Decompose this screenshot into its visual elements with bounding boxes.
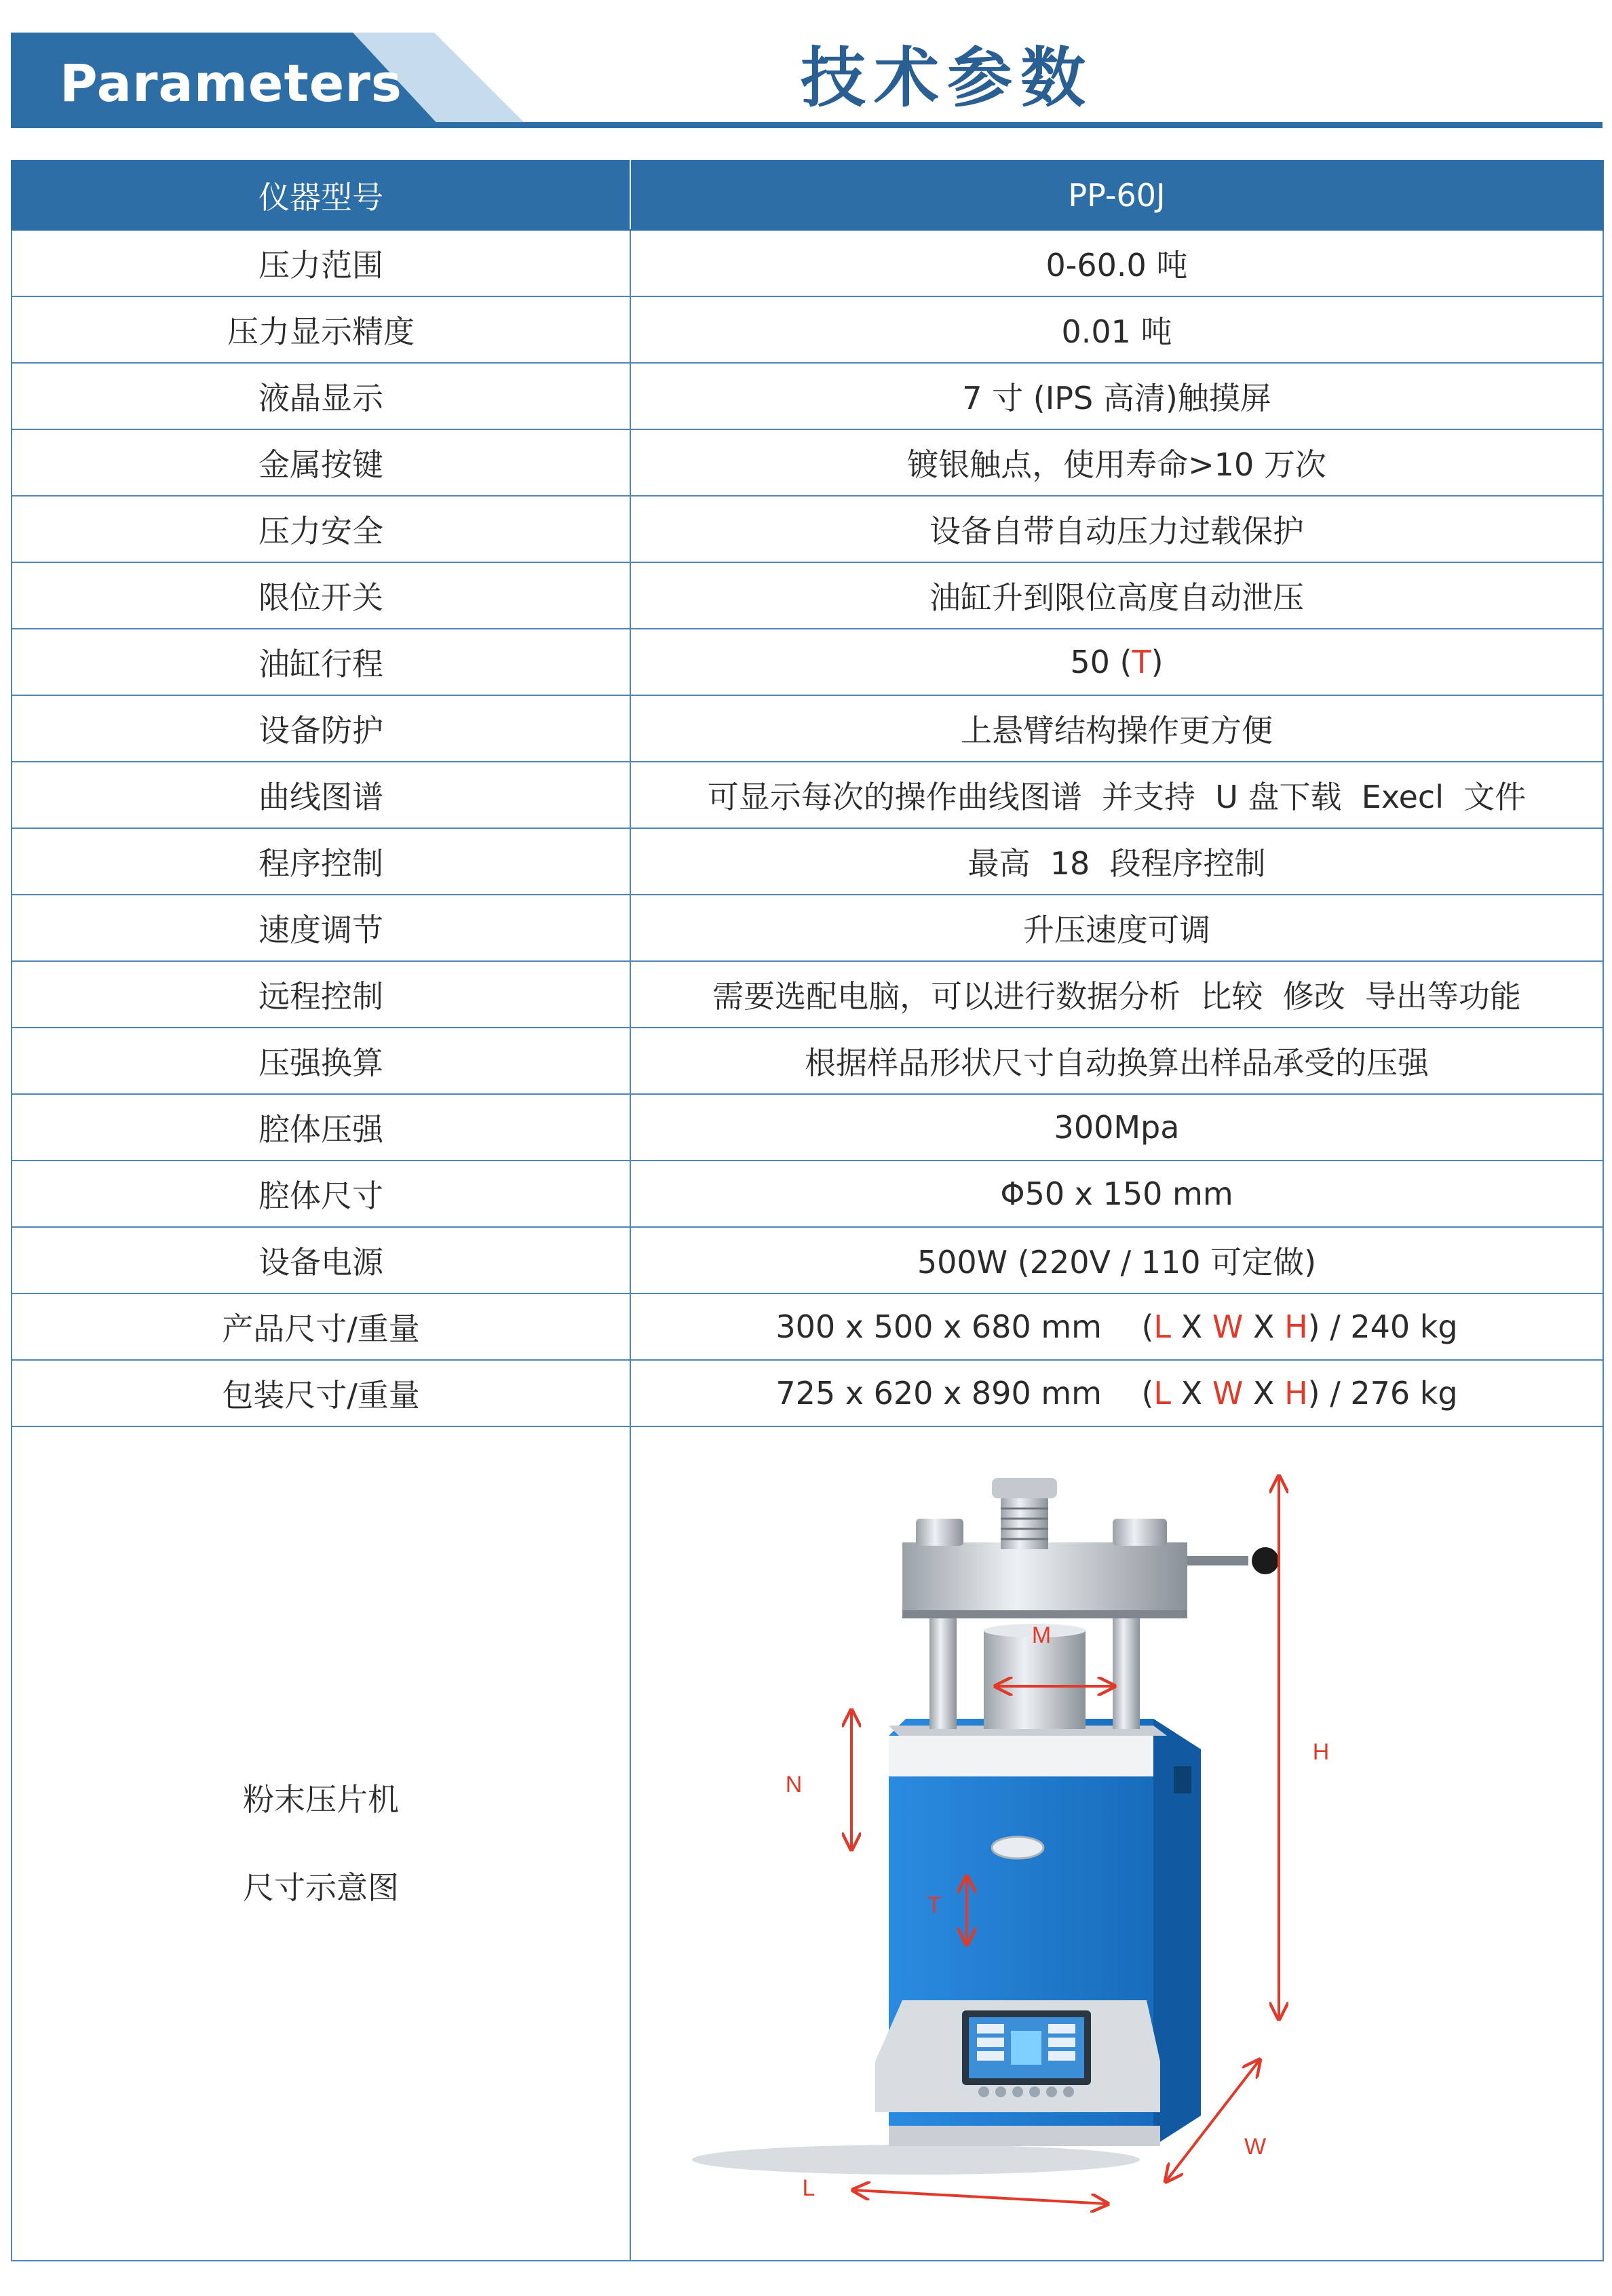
row-label: 压力范围: [12, 230, 630, 296]
table-row: [12, 363, 1603, 429]
body-white-band: [889, 1736, 1153, 1776]
panel-button: [1029, 2086, 1040, 2097]
dim-arrow-l: [855, 2190, 1106, 2204]
panel-button: [1063, 2086, 1074, 2097]
dim-x: X: [1252, 1375, 1275, 1412]
row-value: [630, 1360, 1603, 1426]
screw-head: [992, 1478, 1057, 1498]
screen-tile: [977, 2038, 1004, 2047]
table-row: [12, 895, 1603, 961]
product-weight: ) / 240 kg: [1307, 1308, 1458, 1345]
machine-diagram: [631, 1427, 1603, 2260]
table-row: [12, 1028, 1603, 1094]
product-dims: 300 x 500 x 680 mm: [775, 1308, 1102, 1345]
stroke-value: 50 (: [1070, 644, 1132, 680]
table-row: [12, 230, 1603, 296]
row-value: 升压速度可调: [630, 895, 1603, 961]
banner-underline: [11, 122, 1603, 128]
row-label: 液晶显示: [12, 363, 630, 429]
panel-button: [978, 2086, 989, 2097]
table-row: [12, 961, 1603, 1028]
dim-letter-l: L: [1153, 1308, 1172, 1345]
package-dims: 725 x 620 x 890 mm: [775, 1375, 1102, 1412]
top-crossbeam: [902, 1542, 1187, 1617]
dim-x: X: [1181, 1308, 1203, 1345]
chinese-title: 技术参数: [801, 40, 1094, 116]
panel-button: [1046, 2086, 1057, 2097]
row-value: 0.01 吨: [630, 296, 1603, 363]
row-label: 设备电源: [12, 1227, 630, 1293]
dim-x: X: [1252, 1308, 1275, 1345]
row-label: 曲线图谱: [12, 762, 630, 828]
row-value: 最高 18 段程序控制: [630, 828, 1603, 895]
table-row: [12, 1227, 1603, 1293]
row-label: 压力显示精度: [12, 296, 630, 363]
label-n: N: [785, 1772, 803, 1797]
row-value: [630, 629, 1603, 695]
stroke-close: ): [1151, 644, 1164, 680]
spec-table: [11, 160, 1604, 2261]
screen-tile: [1048, 2051, 1075, 2061]
row-label: 设备防护: [12, 695, 630, 762]
dim-letter-h: H: [1284, 1308, 1308, 1345]
screen-center-graphic: [1011, 2031, 1041, 2065]
dim-open: (: [1141, 1308, 1154, 1345]
row-label: 速度调节: [12, 895, 630, 961]
image-row: [12, 1426, 1603, 2261]
row-label: 压力安全: [12, 496, 630, 562]
label-l: L: [802, 2175, 815, 2201]
row-value: 上悬臂结构操作更方便: [630, 695, 1603, 762]
row-value: 300Mpa: [630, 1094, 1603, 1161]
panel-button: [995, 2086, 1006, 2097]
right-pillar: [1113, 1614, 1140, 1729]
base-shadow: [692, 2145, 1140, 2175]
dim-open: (: [1141, 1375, 1154, 1412]
table-row: [12, 629, 1603, 695]
table-row: [12, 1161, 1603, 1227]
label-h: H: [1312, 1739, 1330, 1765]
row-label: 程序控制: [12, 828, 630, 895]
header-label: 仪器型号: [12, 161, 630, 230]
dim-letter-h: H: [1284, 1375, 1308, 1412]
screen-tile: [977, 2024, 1004, 2034]
row-label: 腔体尺寸: [12, 1161, 630, 1227]
table-header-row: [12, 161, 1603, 230]
table-row: [12, 296, 1603, 363]
stroke-marker: T: [1132, 644, 1151, 680]
row-label: 远程控制: [12, 961, 630, 1028]
left-pillar: [929, 1614, 957, 1729]
screen-tile: [1048, 2038, 1075, 2047]
door-handle: [992, 1837, 1043, 1859]
label-t: T: [927, 1892, 942, 1918]
header-model: PP-60J: [630, 161, 1603, 230]
side-vent: [1174, 1766, 1191, 1793]
screen-tile: [977, 2051, 1004, 2061]
english-title: Parameters: [60, 53, 403, 113]
row-label: 金属按键: [12, 429, 630, 496]
image-row-label: [12, 1426, 630, 2261]
right-nut: [1113, 1519, 1167, 1546]
screen-tile: [1048, 2024, 1075, 2034]
label-m: M: [1031, 1622, 1052, 1648]
base-plate: [889, 2126, 1160, 2146]
table-row: [12, 695, 1603, 762]
row-value: 需要选配电脑，可以进行数据分析 比较 修改 导出等功能: [630, 961, 1603, 1028]
dim-letter-w: W: [1212, 1308, 1244, 1345]
row-label: 腔体压强: [12, 1094, 630, 1161]
label-w: W: [1244, 2134, 1267, 2160]
handle-arm: [1187, 1556, 1248, 1565]
row-label: 压强换算: [12, 1028, 630, 1094]
left-nut: [916, 1519, 963, 1546]
row-value: [630, 1293, 1603, 1360]
table-row: [12, 1293, 1603, 1360]
table-row: [12, 562, 1603, 629]
row-value: 镀银触点，使用寿命>10 万次: [630, 429, 1603, 496]
diagram-caption: 尺寸示意图: [243, 1869, 399, 1906]
row-label: 油缸行程: [12, 629, 630, 695]
package-weight: ) / 276 kg: [1307, 1375, 1458, 1412]
table-row: [12, 496, 1603, 562]
handle-knob: [1252, 1547, 1279, 1574]
row-label: 包装尺寸/重量: [12, 1360, 630, 1426]
dim-x: X: [1181, 1375, 1203, 1412]
row-value: 500W (220V / 110 可定做): [630, 1227, 1603, 1293]
table-row: [12, 762, 1603, 828]
row-value: 根据样品形状尺寸自动换算出样品承受的压强: [630, 1028, 1603, 1094]
machine-diagram-cell: [630, 1426, 1603, 2261]
panel-button: [1012, 2086, 1023, 2097]
table-row: [12, 1094, 1603, 1161]
table-row: [12, 828, 1603, 895]
row-label: 限位开关: [12, 562, 630, 629]
row-value: 油缸升到限位高度自动泄压: [630, 562, 1603, 629]
dim-letter-l: L: [1153, 1375, 1172, 1412]
row-value: 7 寸 (IPS 高清)触摸屏: [630, 363, 1603, 429]
header-banner: [0, 0, 1612, 136]
row-value: Φ50 x 150 mm: [630, 1161, 1603, 1227]
row-value: 设备自带自动压力过载保护: [630, 496, 1603, 562]
table-row: [12, 429, 1603, 496]
machine-name: 粉末压片机: [243, 1781, 399, 1818]
row-value: 可显示每次的操作曲线图谱 并支持 U 盘下载 Execl 文件: [630, 762, 1603, 828]
crossbeam-edge: [902, 1610, 1187, 1618]
dim-letter-w: W: [1212, 1375, 1244, 1412]
row-value: 0-60.0 吨: [630, 230, 1603, 296]
row-label: 产品尺寸/重量: [12, 1293, 630, 1360]
table-row: [12, 1360, 1603, 1426]
